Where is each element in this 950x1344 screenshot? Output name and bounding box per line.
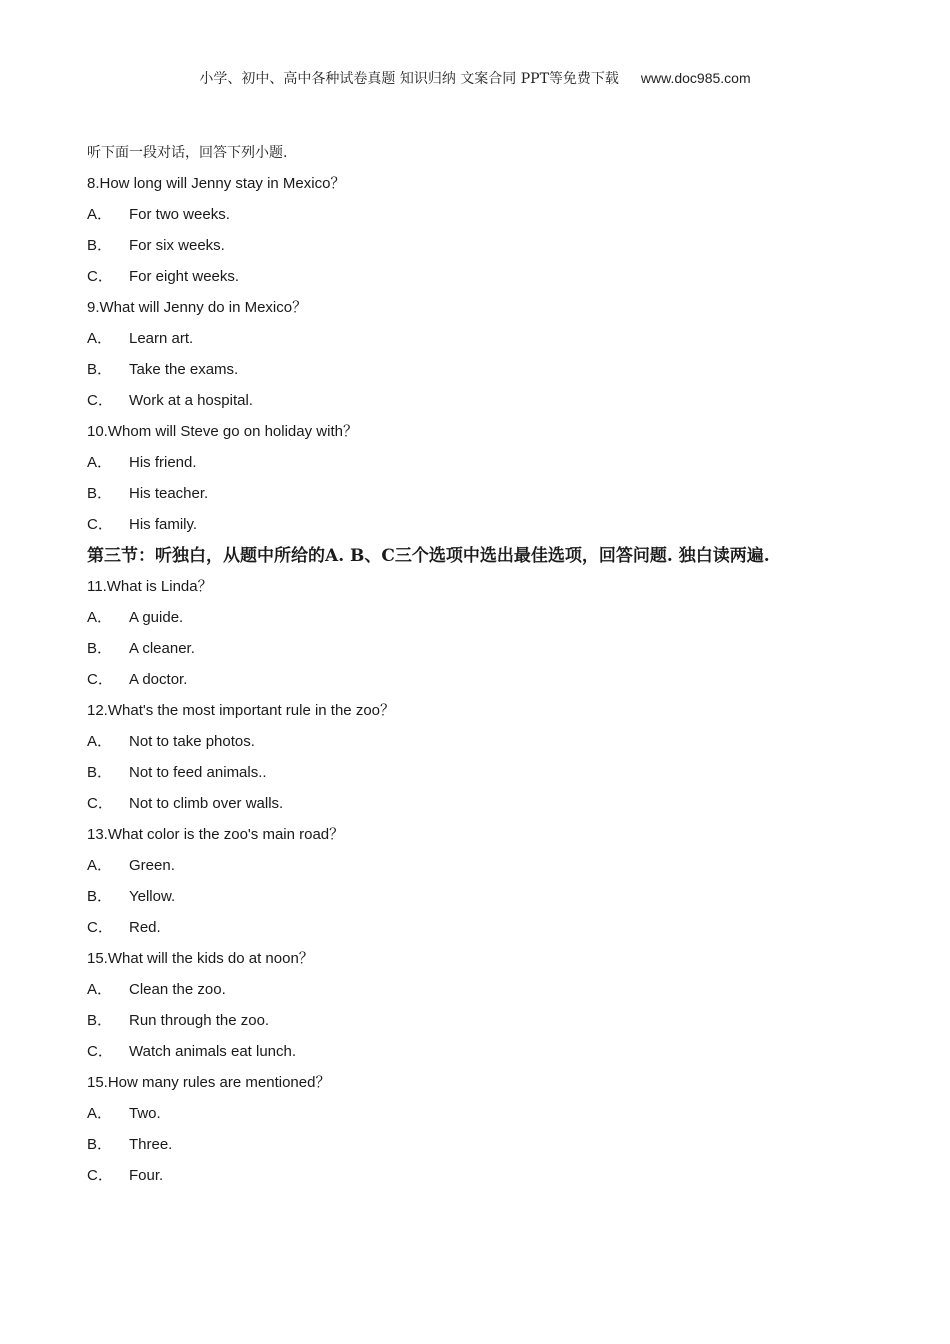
option-letter: C． [87,516,113,533]
option-text: Work at a hospital. [129,392,253,409]
option-letter: A． [87,1105,113,1122]
option-text: Not to climb over walls. [129,795,284,812]
header-text: 小学、初中、高中各种试卷真题 知识归纳 文案合同 PPT等免费下载 [199,71,619,87]
answer-option [87,1103,887,1134]
option-letter: C． [87,919,113,936]
answer-option [87,266,887,297]
answer-option [87,452,887,483]
option-text: His teacher. [129,485,209,502]
option-text: His family. [129,516,198,533]
option-text: Not to feed animals.. [129,764,267,781]
answer-option [87,793,887,824]
answer-option [87,1010,887,1041]
question-text: 15.How many rules are mentioned？ [87,1074,331,1091]
option-letter: B． [87,888,113,905]
option-letter: B． [87,361,113,378]
option-text: Red. [129,919,161,936]
page-header [0,68,950,88]
option-text: Take the exams. [129,361,239,378]
option-text: Four. [129,1167,164,1184]
option-text: Not to take photos. [129,733,255,750]
answer-option [87,235,887,266]
option-letter: B． [87,764,113,781]
answer-option [87,328,887,359]
option-letter: C． [87,268,113,285]
answer-option [87,886,887,917]
answer-option [87,607,887,638]
option-text: Learn art. [129,330,194,347]
answer-option [87,483,887,514]
intro-instruction: 听下面一段对话，回答下列小题. [87,145,288,161]
option-text: Run through the zoo. [129,1012,270,1029]
option-letter: A． [87,454,113,471]
answer-option [87,1041,887,1072]
answer-option [87,514,887,545]
option-text: His friend. [129,454,197,471]
question-text: 11.What is Linda？ [87,578,213,595]
option-text: Yellow. [129,888,176,905]
answer-option [87,669,887,700]
answer-option [87,204,887,235]
option-text: For eight weeks. [129,268,240,285]
exam-content [87,142,887,1196]
option-text: A guide. [129,609,184,626]
option-letter: B． [87,485,113,502]
answer-option [87,359,887,390]
option-letter: C． [87,1167,113,1184]
option-letter: B． [87,237,113,254]
question-text: 12.What's the most important rule in the zoo？ [87,702,396,719]
option-text: For two weeks. [129,206,230,223]
question-block-2 [87,576,887,1196]
option-letter: C． [87,671,113,688]
answer-option [87,762,887,793]
answer-option [87,638,887,669]
option-letter: A． [87,733,113,750]
option-letter: C． [87,1043,113,1060]
answer-option [87,390,887,421]
option-letter: B． [87,1012,113,1029]
option-letter: B． [87,640,113,657]
option-letter: C． [87,392,113,409]
option-text: A cleaner. [129,640,195,657]
option-letter: A． [87,609,113,626]
option-letter: A． [87,857,113,874]
option-text: Green. [129,857,175,874]
answer-option [87,1134,887,1165]
option-text: Clean the zoo. [129,981,226,998]
option-letter: A． [87,981,113,998]
question-text: 9.What will Jenny do in Mexico？ [87,299,308,316]
answer-option [87,1165,887,1196]
option-letter: A． [87,330,113,347]
option-text: Watch animals eat lunch. [129,1043,297,1060]
option-text: A doctor. [129,671,188,688]
question-text: 15.What will the kids do at noon？ [87,950,314,967]
option-text: Two. [129,1105,161,1122]
question-text: 10.Whom will Steve go on holiday with？ [87,423,358,440]
answer-option [87,917,887,948]
option-text: Three. [129,1136,173,1153]
answer-option [87,731,887,762]
question-text: 8.How long will Jenny stay in Mexico？ [87,175,346,192]
question-text: 13.What color is the zoo's main road？ [87,826,345,843]
option-letter: C． [87,795,113,812]
option-letter: A． [87,206,113,223]
answer-option [87,979,887,1010]
section-3-heading: 第三节：听独白，从题中所给的A. B、C三个选项中选出最佳选项，回答问题. 独白读两遍. [87,546,770,566]
question-block-1 [87,173,887,545]
answer-option [87,855,887,886]
header-url[interactable]: www.doc985.com [640,70,751,86]
option-letter: B． [87,1136,113,1153]
option-text: For six weeks. [129,237,225,254]
